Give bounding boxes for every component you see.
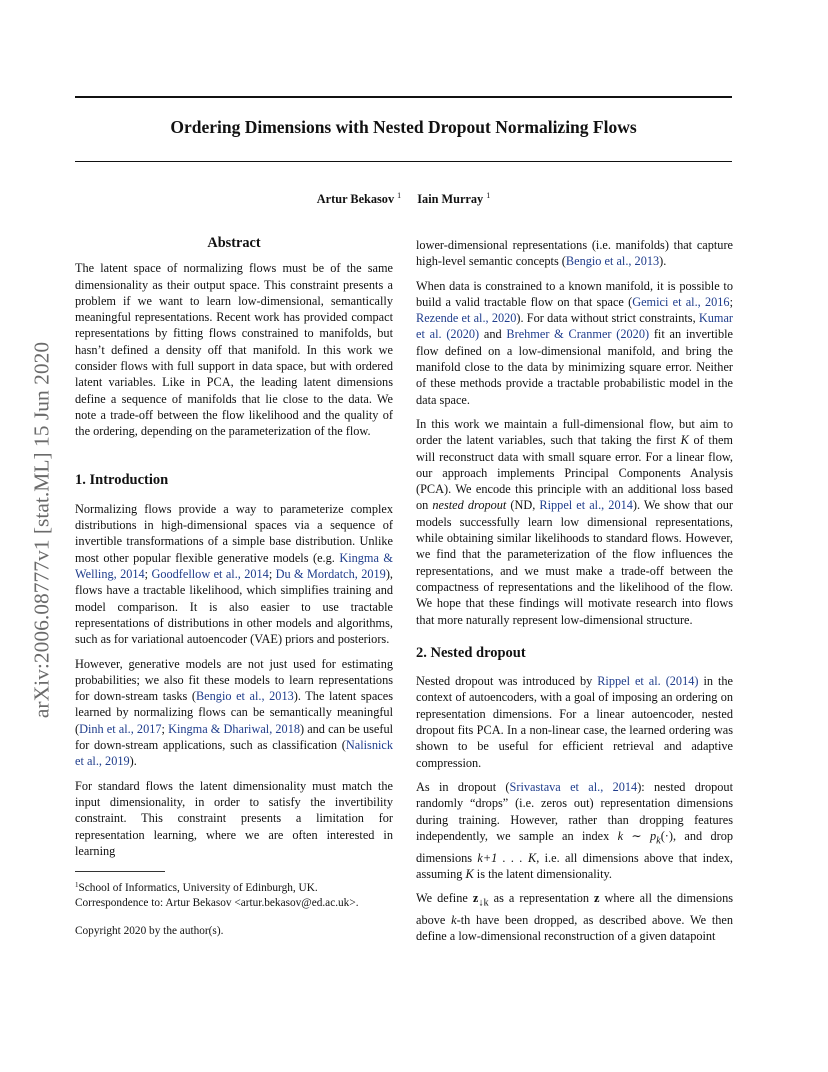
nested-dropout-heading: 2. Nested dropout [416,644,526,661]
citation-link[interactable]: Dinh et al., 2017 [79,721,162,736]
author-list [75,191,732,207]
citation-link[interactable]: Rippel et al., 2014 [539,498,633,513]
footnote-rule [75,871,165,872]
paper-title: Ordering Dimensions with Nested Dropout Normalizing Flows [170,117,637,137]
right-column [416,237,733,952]
title-rule-bottom [75,161,732,162]
abstract-text: The latent space of normalizing flows must be of the same dimensionality as their output space. This constraint presents a problem if we want to learn low-dimensional, semantically meaningful representations. Recent work has provided compact representations by fitting flows constrained to manifolds, but hasn’t defined a density off that manifold. In this work we consider flows with full support in data space, but with ordered latent variables. Like in PCA, the leading latent dimensions define a sequence of manifolds that lie close to the data. We note a trade-off between the flow likelihood and the quality of the ordering, depending on the parameterization of the flow. [75,261,393,439]
citation-link[interactable]: Brehmer & Cranmer (2020) [506,327,650,342]
citation-link[interactable]: Srivastava et al., 2014 [509,779,638,794]
body-paragraph: When data is constrained to a known manifold, it is possible to build a valid tractable flow on that space (Gemici et al., 2016; Rezende et al., 2020). For data without strict constraints, Kumar et al. (2020) and Brehmer & Cranmer (2020) fit an invertible flow defined on a low-dimensional manifold, and bring the manifold close to the data by minimizing square error. Neither of these methods provide a tractable probabilistic model in the data space. [416,278,734,407]
title-rule-top [75,96,732,98]
footnote: $^1$School of Informatics, University of Edinburgh, UK. Correspondence to: Artur Bekasov <artur.bekasov@ed.ac.uk>. [75,881,359,909]
introduction-heading: 1. Introduction [75,471,169,488]
citation-link[interactable]: Bengio et al., 2013 [195,689,294,704]
affiliation-mark: 1 [397,191,402,200]
body-paragraph: lower-dimensional representations (i.e. manifolds) that capture high-level semantic concepts (Bengio et al., 2013). [416,238,733,269]
citation-link[interactable]: Gemici et al., 2016 [632,294,730,309]
copyright-notice: Copyright 2020 by the author(s). [75,925,224,938]
citation-link[interactable]: Rippel et al. (2014) [597,674,699,689]
body-paragraph: As in dropout (Srivastava et al., 2014): nested dropout randomly “drops” (i.e. zeros out) representation dimensions during training. However, rather than dropping features independently, we sample an index k ∼ $p_k(\cdot)$, and drop dimensions k+1 . . . K, i.e. all dimensions above that index, assuming K is the latent dimensionality. [416,779,733,881]
citation-link[interactable]: Du & Mordatch, 2019 [275,567,386,582]
citation-link[interactable]: Kumar et al. (2020) [416,311,733,342]
arxiv-identifier: arXiv:2006.08777v1 [stat.ML] 15 Jun 2020 [29,341,54,719]
citation-link[interactable]: Bengio et al., 2013 [565,254,660,269]
body-paragraph: We define $z_{↓k}$ as a representation z where all the dimensions above k-th have been dropped, as described above. We then define a low-dimensional reconstruction of a given datapoint [416,891,734,944]
left-column [75,235,393,939]
citation-link[interactable]: Goodfellow et al., 2014 [151,567,269,582]
citation-link[interactable]: Kingma & Welling, 2014 [75,550,393,582]
citation-link[interactable]: Nalisnick et al., 2019 [75,738,393,769]
intro-paragraph: For standard flows the latent dimensionality must match the input dimensionality, in order to satisfy the invertibility constraint. This constraint presents a limitation for representation learning, where we are often interested in learning [75,778,393,858]
body-paragraph: In this work we maintain a full-dimensional flow, but aim to order the latent variables, such that taking the first K of them will reconstruct data with small square error. For a linear flow, our approach implements Principal Components Analysis (PCA). We encode this principle with an additional loss based on nested dropout (ND, Rippel et al., 2014). We show that our models successfully learn low dimensional representations, while obtaining similar likelihoods to standard flows. However, we find that the parameterization of the flow influences the representations, and we must make a trade-off between the compactness of representations and the likelihood of the flow. We hope that these findings will motivate research into flows that more naturally represent low-dimensional structure. [416,416,733,627]
abstract-heading: Abstract [207,235,261,251]
affiliation-mark: 1 [486,191,491,200]
author-name: Iain Murray [417,192,484,206]
citation-link[interactable]: Kingma & Dhariwal, 2018 [168,721,300,736]
body-paragraph: Nested dropout was introduced by Rippel et al. (2014) in the context of autoencoders, with a goal of imposing an ordering on representation dimensions. For a linear autoencoder, nested dropout fits PCA. In a non-linear case, the learned ordering was shown to be useful for efficient retrieval and adaptive compression. [416,674,733,770]
intro-paragraph: Normalizing flows provide a way to parameterize complex distributions in high-dimensional spaces via a sequence of invertible transformations of a simple base distribution. Unlike most other popular flexible generative models (e.g. Kingma & Welling, 2014; Goodfellow et al., 2014; Du & Mordatch, 2019), flows have a tractable likelihood, which simplifies training and model comparison. It is also easier to use tractable representations of distributions in other models and algorithms, such as for variational autoencoder (VAE) priors and posteriors. [75,501,393,647]
intro-paragraph: However, generative models are not just used for estimating probabilities; we also fit these models to learn representations for down-stream tasks (Bengio et al., 2013). The latent spaces learned by normalizing flows can be semantically meaningful (Dinh et al., 2017; Kingma & Dhariwal, 2018) and can be useful for down-stream applications, such as classification (Nalisnick et al., 2019). [75,656,394,769]
footnote-mark: 1 [75,881,79,890]
author-name: Artur Bekasov [316,192,395,206]
citation-link[interactable]: Rezende et al., 2020 [416,311,517,326]
arxiv-sidebar [18,285,66,775]
